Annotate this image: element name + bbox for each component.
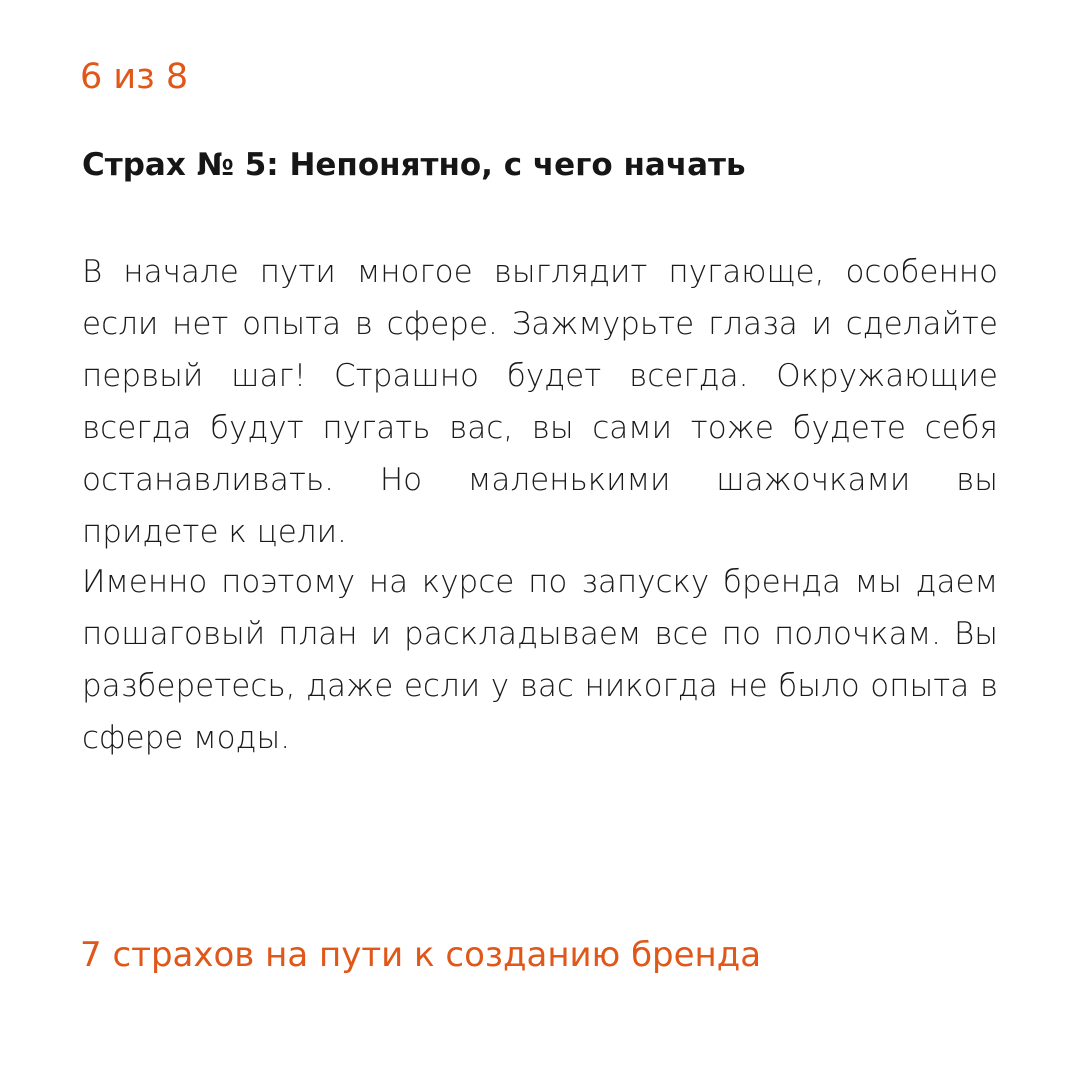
body-paragraph-2: Именно поэтому на курсе по запуску бренда мы даем пошаговый план и раскладываем все по полочкам. Вы разберетесь, даже если у вас никогда не было опыта в сфере моды. <box>82 564 998 756</box>
series-title: 7 страхов на пути к созданию бренда <box>80 935 762 975</box>
body-paragraph-1: В начале пути многое выглядит пугающе, особенно если нет опыта в сфере. Зажмурьте глаза и сделайте первый шаг! Страшно будет всегда. Окружающие всегда будут пугать вас, вы сами тоже будете себя останавливать. Но маленькими шажочками вы придете к цели. <box>82 254 998 550</box>
slide-counter: 6 из 8 <box>80 57 189 97</box>
slide-title: Страх № 5: Непонятно, с чего начать <box>82 147 746 183</box>
